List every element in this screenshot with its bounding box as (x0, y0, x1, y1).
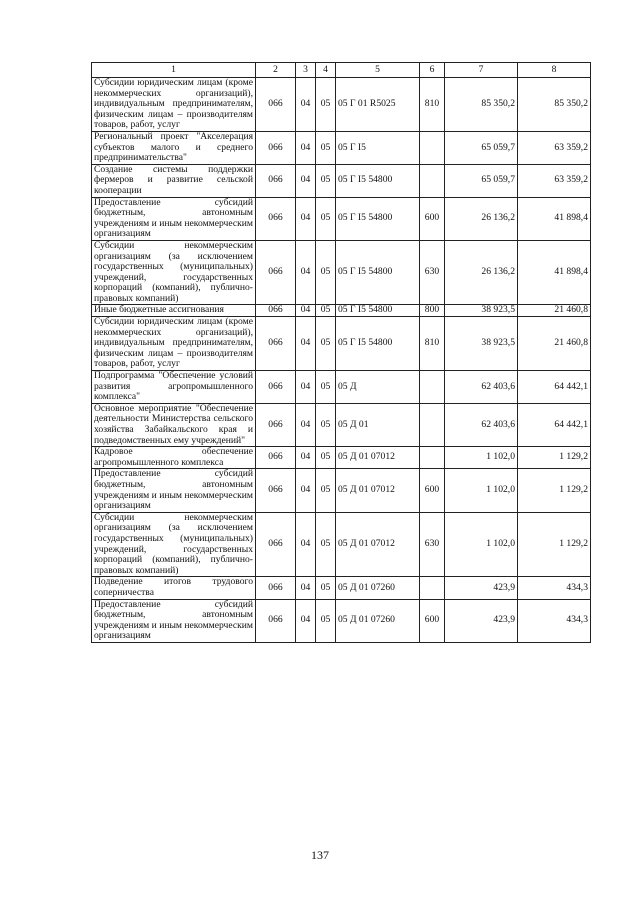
amount-year-1-cell: 62 403,6 (445, 371, 518, 404)
column-header-3: 3 (296, 63, 316, 78)
amount-year-1-cell: 26 136,2 (445, 240, 518, 305)
ministry-code-cell: 066 (256, 164, 296, 197)
ministry-code-cell: 066 (256, 371, 296, 404)
expense-type-code-cell: 800 (420, 305, 445, 317)
target-article-code-cell: 05 Г I5 54800 (336, 197, 420, 240)
header-row (92, 63, 591, 78)
section-code-cell: 04 (296, 78, 316, 132)
table-row (92, 78, 591, 132)
expense-name-cell: Субсидии юридическим лицам (кроме некоммерческих организаций), индивидуальным предпринимателям, физическим лицам – производителям товаров, работ, услуг (92, 78, 256, 132)
section-code-cell: 04 (296, 305, 316, 317)
amount-year-1-cell: 26 136,2 (445, 197, 518, 240)
ministry-code-cell: 066 (256, 131, 296, 164)
column-header-5: 5 (336, 63, 420, 78)
section-code-cell: 04 (296, 197, 316, 240)
target-article-code-cell: 05 Д 01 07012 (336, 512, 420, 577)
expense-name-cell: Кадровое обеспечение агропромышленного комплекса (92, 447, 256, 469)
amount-year-2-cell: 434,3 (518, 577, 591, 599)
ministry-code-cell: 066 (256, 599, 296, 642)
expense-name-cell: Подпрограмма "Обеспечение условий развития агропромышленного комплекса" (92, 371, 256, 404)
amount-year-2-cell: 63 359,2 (518, 131, 591, 164)
amount-year-2-cell: 21 460,8 (518, 317, 591, 371)
expense-type-code-cell (420, 447, 445, 469)
column-header-4: 4 (316, 63, 336, 78)
table-row (92, 599, 591, 642)
target-article-code-cell: 05 Д 01 (336, 403, 420, 446)
expense-type-code-cell (420, 371, 445, 404)
subsection-code-cell: 05 (316, 371, 336, 404)
expense-name-cell: Региональный проект "Акселерация субъектов малого и среднего предпринимательства" (92, 131, 256, 164)
amount-year-1-cell: 423,9 (445, 599, 518, 642)
expense-type-code-cell (420, 577, 445, 599)
amount-year-2-cell: 21 460,8 (518, 305, 591, 317)
expense-type-code-cell (420, 131, 445, 164)
subsection-code-cell: 05 (316, 164, 336, 197)
expense-name-cell: Предоставление субсидий бюджетным, автономным учреждениям и иным некоммерческим организациям (92, 469, 256, 512)
expense-name-cell: Предоставление субсидий бюджетным, автономным учреждениям и иным некоммерческим организациям (92, 197, 256, 240)
table-row (92, 240, 591, 305)
target-article-code-cell: 05 Г I5 54800 (336, 164, 420, 197)
table-row (92, 371, 591, 404)
subsection-code-cell: 05 (316, 447, 336, 469)
ministry-code-cell: 066 (256, 78, 296, 132)
table-row (92, 305, 591, 317)
budget-table-container (91, 62, 590, 643)
target-article-code-cell: 05 Д 01 07260 (336, 599, 420, 642)
amount-year-2-cell: 434,3 (518, 599, 591, 642)
target-article-code-cell: 05 Д 01 07012 (336, 469, 420, 512)
table-body (92, 78, 591, 643)
column-header-6: 6 (420, 63, 445, 78)
expense-type-code-cell: 810 (420, 78, 445, 132)
subsection-code-cell: 05 (316, 240, 336, 305)
expense-name-cell: Подведение итогов трудового соперничества (92, 577, 256, 599)
table-row (92, 317, 591, 371)
ministry-code-cell: 066 (256, 577, 296, 599)
section-code-cell: 04 (296, 577, 316, 599)
subsection-code-cell: 05 (316, 577, 336, 599)
subsection-code-cell: 05 (316, 599, 336, 642)
amount-year-1-cell: 1 102,0 (445, 447, 518, 469)
subsection-code-cell: 05 (316, 469, 336, 512)
subsection-code-cell: 05 (316, 512, 336, 577)
expense-name-cell: Субсидии некоммерческим организациям (за исключением государственных (муниципальных) учреждений, государственных корпораций (компаний), публично-правовых компаний) (92, 512, 256, 577)
expense-type-code-cell: 630 (420, 240, 445, 305)
section-code-cell: 04 (296, 317, 316, 371)
budget-table (91, 62, 591, 643)
amount-year-1-cell: 65 059,7 (445, 164, 518, 197)
column-header-1: 1 (92, 63, 256, 78)
section-code-cell: 04 (296, 131, 316, 164)
subsection-code-cell: 05 (316, 317, 336, 371)
expense-type-code-cell: 600 (420, 599, 445, 642)
amount-year-2-cell: 41 898,4 (518, 197, 591, 240)
amount-year-1-cell: 423,9 (445, 577, 518, 599)
target-article-code-cell: 05 Г I5 (336, 131, 420, 164)
target-article-code-cell: 05 Г I5 54800 (336, 240, 420, 305)
target-article-code-cell: 05 Г 01 R5025 (336, 78, 420, 132)
ministry-code-cell: 066 (256, 197, 296, 240)
amount-year-2-cell: 64 442,1 (518, 403, 591, 446)
amount-year-1-cell: 38 923,5 (445, 317, 518, 371)
amount-year-1-cell: 1 102,0 (445, 512, 518, 577)
amount-year-1-cell: 1 102,0 (445, 469, 518, 512)
ministry-code-cell: 066 (256, 317, 296, 371)
table-row (92, 164, 591, 197)
amount-year-1-cell: 85 350,2 (445, 78, 518, 132)
target-article-code-cell: 05 Д 01 07260 (336, 577, 420, 599)
table-row (92, 447, 591, 469)
ministry-code-cell: 066 (256, 240, 296, 305)
amount-year-2-cell: 1 129,2 (518, 447, 591, 469)
expense-type-code-cell (420, 164, 445, 197)
expense-name-cell: Предоставление субсидий бюджетным, автономным учреждениям и иным некоммерческим организациям (92, 599, 256, 642)
section-code-cell: 04 (296, 403, 316, 446)
subsection-code-cell: 05 (316, 197, 336, 240)
column-header-2: 2 (256, 63, 296, 78)
subsection-code-cell: 05 (316, 131, 336, 164)
amount-year-1-cell: 65 059,7 (445, 131, 518, 164)
ministry-code-cell: 066 (256, 469, 296, 512)
target-article-code-cell: 05 Д 01 07012 (336, 447, 420, 469)
column-header-8: 8 (518, 63, 591, 78)
target-article-code-cell: 05 Д (336, 371, 420, 404)
expense-name-cell: Создание системы поддержки фермеров и развитие сельской кооперации (92, 164, 256, 197)
amount-year-2-cell: 1 129,2 (518, 512, 591, 577)
ministry-code-cell: 066 (256, 305, 296, 317)
expense-name-cell: Субсидии юридическим лицам (кроме некоммерческих организаций), индивидуальным предпринимателям, физическим лицам – производителям товаров, работ, услуг (92, 317, 256, 371)
expense-type-code-cell: 630 (420, 512, 445, 577)
target-article-code-cell: 05 Г I5 54800 (336, 305, 420, 317)
section-code-cell: 04 (296, 371, 316, 404)
table-row (92, 469, 591, 512)
amount-year-2-cell: 41 898,4 (518, 240, 591, 305)
amount-year-2-cell: 63 359,2 (518, 164, 591, 197)
page-number: 137 (311, 848, 329, 862)
expense-type-code-cell: 600 (420, 469, 445, 512)
section-code-cell: 04 (296, 447, 316, 469)
expense-name-cell: Субсидии некоммерческим организациям (за исключением государственных (муниципальных) учреждений, государственных корпораций (компаний), публично-правовых компаний) (92, 240, 256, 305)
expense-type-code-cell: 810 (420, 317, 445, 371)
amount-year-1-cell: 62 403,6 (445, 403, 518, 446)
section-code-cell: 04 (296, 164, 316, 197)
section-code-cell: 04 (296, 599, 316, 642)
expense-name-cell: Иные бюджетные ассигнования (92, 305, 256, 317)
expense-name-cell: Основное мероприятие "Обеспечение деятельности Министерства сельского хозяйства Забайкальского края и подведомственных ему учреждений" (92, 403, 256, 446)
subsection-code-cell: 05 (316, 305, 336, 317)
subsection-code-cell: 05 (316, 78, 336, 132)
target-article-code-cell: 05 Г I5 54800 (336, 317, 420, 371)
column-header-7: 7 (445, 63, 518, 78)
table-row (92, 512, 591, 577)
table-row (92, 197, 591, 240)
section-code-cell: 04 (296, 469, 316, 512)
amount-year-2-cell: 64 442,1 (518, 371, 591, 404)
expense-type-code-cell: 600 (420, 197, 445, 240)
section-code-cell: 04 (296, 512, 316, 577)
table-row (92, 403, 591, 446)
expense-type-code-cell (420, 403, 445, 446)
section-code-cell: 04 (296, 240, 316, 305)
amount-year-1-cell: 38 923,5 (445, 305, 518, 317)
ministry-code-cell: 066 (256, 447, 296, 469)
table-row (92, 131, 591, 164)
amount-year-2-cell: 85 350,2 (518, 78, 591, 132)
table-row (92, 577, 591, 599)
subsection-code-cell: 05 (316, 403, 336, 446)
ministry-code-cell: 066 (256, 512, 296, 577)
amount-year-2-cell: 1 129,2 (518, 469, 591, 512)
ministry-code-cell: 066 (256, 403, 296, 446)
